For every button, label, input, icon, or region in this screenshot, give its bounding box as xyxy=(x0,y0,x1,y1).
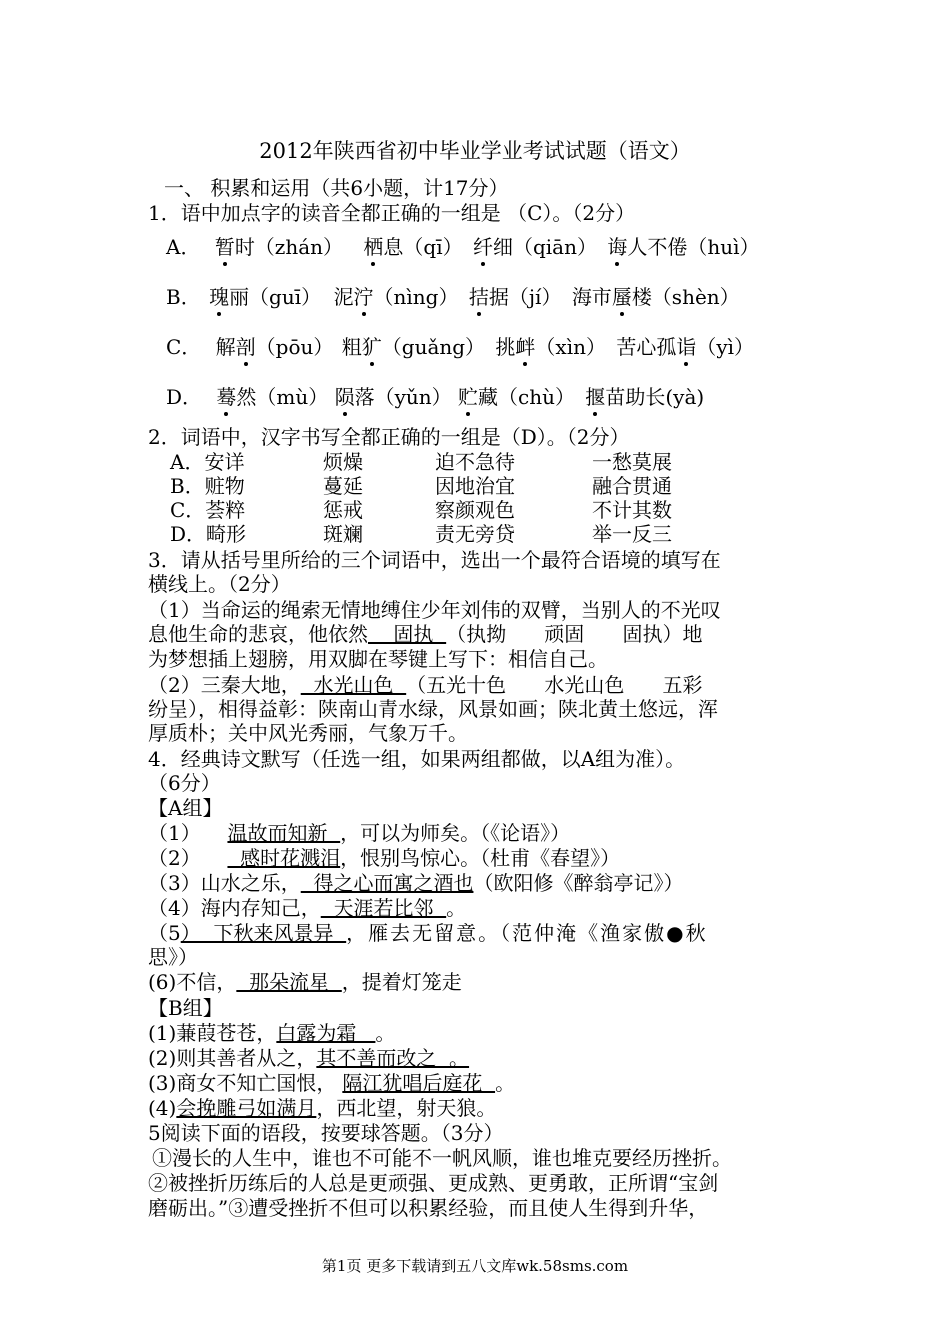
answer-blank: ） 下秋来风景异 xyxy=(180,921,347,945)
q1-option-d xyxy=(166,385,704,409)
q2-cell: 蔓延 xyxy=(323,474,363,498)
q4-a2 xyxy=(148,846,620,870)
dotted-char: 诣 xyxy=(676,335,697,359)
q2-row-d xyxy=(170,522,770,546)
option-text: （pōu） xyxy=(255,335,334,359)
q4-a3 xyxy=(148,871,683,895)
question-1-stem: 1．语中加点字的读音全都正确的一组是 （C）。（2分） xyxy=(148,201,636,225)
option-text: （guǎng） xyxy=(381,335,486,359)
answer-blank: 会挽雕弓如满月 xyxy=(176,1096,317,1120)
q1-option-c xyxy=(166,335,754,359)
dotted-char: 瑰 xyxy=(209,285,230,309)
q3-text: 息他生命的悲哀，他依然 xyxy=(148,622,368,646)
answer-blank: 水光山色 xyxy=(300,673,407,697)
q4-text: (1)蒹葭苍苍， xyxy=(148,1021,277,1045)
answer-blank: 固执 xyxy=(368,622,447,646)
dotted-char: 泞 xyxy=(353,285,374,309)
q4-text: （4）海内存知己， xyxy=(148,896,321,920)
q3-sentence-2-cont: 纷呈），相得益彰：陕南山青水绿，风景如画；陕北黄土悠远，浑 xyxy=(148,697,718,721)
q4-text: 。 xyxy=(446,896,467,920)
q4-text: （3）山水之乐， xyxy=(148,871,301,895)
dotted-char: 陨 xyxy=(334,385,355,409)
q1-option-a xyxy=(166,235,760,259)
q5-passage-line-2: ②被挫折历练后的人总是更顽强、更成熟、更勇敢，正所谓“宝剑 xyxy=(148,1171,719,1195)
dotted-char: 蓦 xyxy=(216,385,237,409)
q2-cell: 责无旁贷 xyxy=(435,522,515,546)
section-heading: 一、 积累和运用（共6小题，计17分） xyxy=(164,176,509,200)
q2-cell: C．荟粹 xyxy=(170,498,246,522)
q4-text: (2)则其善者从之， xyxy=(148,1046,317,1070)
answer-blank: 其不善而改之 。 xyxy=(316,1046,470,1070)
group-a-heading: 【A组】 xyxy=(148,796,223,820)
q3-text: （执拗 顽固 固执）地 xyxy=(446,622,703,646)
dotted-char: 蜃 xyxy=(611,285,632,309)
q2-cell: D．畸形 xyxy=(170,522,247,546)
option-label: C． xyxy=(166,335,202,359)
dotted-char: 犷 xyxy=(361,335,382,359)
q3-sentence-1: （1）当命运的绳索无情地缚住少年刘伟的双臂，当别人的不光叹 xyxy=(148,598,721,622)
option-text: 据（jí） xyxy=(488,285,562,309)
option-text: （yì） xyxy=(696,335,755,359)
q2-cell: 烦燥 xyxy=(323,450,363,474)
q4-a6 xyxy=(148,970,462,994)
option-text: 落（yǔn） xyxy=(354,385,452,409)
q1-option-b xyxy=(166,285,740,309)
q4-text: （2） xyxy=(148,846,214,870)
dotted-char: 纤 xyxy=(472,235,493,259)
q4-a5-cont: 思》） xyxy=(148,945,198,969)
dotted-char: 栖 xyxy=(363,235,384,259)
option-text: 楼（shèn） xyxy=(631,285,740,309)
answer-blank: 隔江犹唱后庭花 xyxy=(342,1071,496,1095)
q4-text: 。 xyxy=(495,1071,516,1095)
question-4-stem: 4．经典诗文默写（任选一组，如果两组都做，以A组为准）。 xyxy=(148,747,686,771)
option-text: 苗助长(yà) xyxy=(605,385,705,409)
q4-b1 xyxy=(148,1021,395,1045)
option-text: 挑 xyxy=(495,335,516,359)
q3-text: （2）三秦大地， xyxy=(148,673,301,697)
option-text: 然（mù） xyxy=(236,385,329,409)
q4-b4 xyxy=(148,1096,496,1120)
dotted-char: 诲 xyxy=(607,235,628,259)
option-label: D． xyxy=(166,385,203,409)
option-text: 粗 xyxy=(341,335,362,359)
option-label: B． xyxy=(166,285,201,309)
answer-blank: 天涯若比邻 xyxy=(320,896,447,920)
page-footer: 第1页 更多下载请到五八文库wk.58sms.com xyxy=(321,1257,629,1275)
q2-cell: B．赃物 xyxy=(170,474,245,498)
answer-blank: 白露为霜 xyxy=(276,1021,376,1045)
question-5-stem: 5阅读下面的语段，按要球答题。（3分） xyxy=(148,1121,504,1145)
q4-text: (3)商女不知亡国恨， xyxy=(148,1071,337,1095)
q4-b2 xyxy=(148,1046,469,1070)
q5-passage-line-1: ①漫长的人生中，谁也不可能不一帆风顺，谁也堆克要经历挫折。 xyxy=(152,1146,732,1170)
group-b-heading: 【B组】 xyxy=(148,996,223,1020)
q2-cell: 察颜观色 xyxy=(435,498,515,522)
q2-row-b xyxy=(170,474,770,498)
q4-text: ，恨别鸟惊心。（杜甫《春望》） xyxy=(340,846,621,870)
q4-text: (6)不信， xyxy=(148,970,237,994)
q3-sentence-1-end: 为梦想插上翅膀，用双脚在琴键上写下：相信自己。 xyxy=(148,647,608,671)
option-text: （nìng） xyxy=(373,285,459,309)
option-text: 息（qī） xyxy=(383,235,463,259)
option-text: 细（qiān） xyxy=(492,235,597,259)
answer-blank: 温故而知新 xyxy=(227,821,341,845)
page-title: 2012年陕西省初中毕业学业考试试题（语文） xyxy=(259,139,691,163)
q4-a5 xyxy=(148,921,708,945)
q3-sentence-2-end: 厚质朴；关中风光秀丽，气象万千。 xyxy=(148,721,468,745)
q4-text: ，提着灯笼走 xyxy=(341,970,462,994)
question-3-stem: 3．请从括号里所给的三个词语中，选出一个最符合语境的填写在 xyxy=(148,548,721,572)
q4-text: （欧阳修《醉翁亭记》） xyxy=(473,871,684,895)
q5-passage-line-3: 磨砺出。”③遭受挫折不但可以积累经验，而且使人生得到升华， xyxy=(148,1196,709,1220)
q4-text: （5 xyxy=(148,921,181,945)
q2-cell: 惩戒 xyxy=(323,498,363,522)
dotted-char: 暂 xyxy=(214,235,235,259)
q2-cell: 一愁莫展 xyxy=(592,450,672,474)
option-text: 海市 xyxy=(571,285,612,309)
answer-blank: 得之心而寓之酒也 xyxy=(300,871,474,895)
q4-text: ，雁去无留意。（范仲淹《渔家傲●秋 xyxy=(346,921,708,945)
q3-sentence-2 xyxy=(148,673,702,697)
q4-b3 xyxy=(148,1071,515,1095)
q2-cell: 不计其数 xyxy=(592,498,672,522)
answer-blank: 感时花溅泪 xyxy=(227,846,341,870)
q2-cell: 斑斓 xyxy=(323,522,363,546)
q4-text: (4) xyxy=(148,1096,177,1120)
option-text: 人不倦（huì） xyxy=(627,235,760,259)
q2-row-c xyxy=(170,498,770,522)
option-text: 泥 xyxy=(333,285,354,309)
option-text: （xìn） xyxy=(535,335,606,359)
q2-cell: 举一反三 xyxy=(592,522,672,546)
option-text: 解 xyxy=(215,335,236,359)
option-text: 时（zhán） xyxy=(234,235,344,259)
answer-blank: 那朵流星 xyxy=(236,970,342,994)
dotted-char: 贮 xyxy=(458,385,479,409)
option-label: A． xyxy=(166,235,201,259)
dotted-char: 衅 xyxy=(515,335,536,359)
q4-a4 xyxy=(148,896,466,920)
q4-text: 。 xyxy=(375,1021,396,1045)
option-text: 丽（guī） xyxy=(229,285,322,309)
dotted-char: 剖 xyxy=(235,335,256,359)
option-text: 藏（chù） xyxy=(478,385,576,409)
q2-cell: 迫不急待 xyxy=(435,450,515,474)
q4-text: ，可以为师矣。（《论语》） xyxy=(340,821,571,845)
dotted-char: 揠 xyxy=(585,385,606,409)
q2-row-a xyxy=(170,450,770,474)
q4-text: ，西北望，射天狼。 xyxy=(316,1096,497,1120)
question-2-stem: 2．词语中，汉字书写全都正确的一组是（D）。（2分） xyxy=(148,425,630,449)
option-text: 苦心孤 xyxy=(616,335,677,359)
q2-cell: A．安详 xyxy=(170,450,245,474)
q4-text: （1） xyxy=(148,821,214,845)
question-4-stem-cont: （6分） xyxy=(148,771,221,795)
q2-cell: 融合贯通 xyxy=(592,474,672,498)
question-3-stem-cont: 横线上。（2分） xyxy=(148,572,291,596)
q4-a1 xyxy=(148,821,570,845)
q3-text: （五光十色 水光山色 五彩 xyxy=(406,673,703,697)
q3-sentence-1-cont xyxy=(148,622,702,646)
q2-cell: 因地治宜 xyxy=(435,474,515,498)
dotted-char: 拮 xyxy=(468,285,489,309)
